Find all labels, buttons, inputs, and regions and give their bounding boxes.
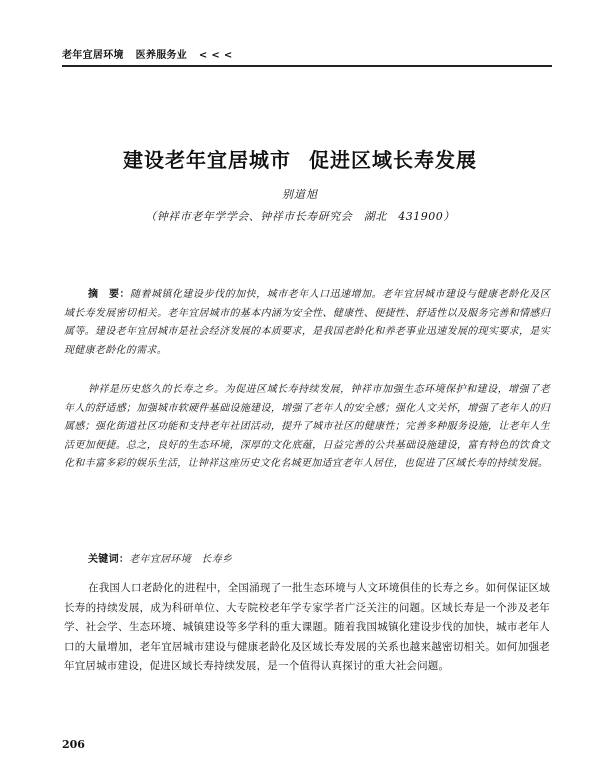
body-paragraph: 在我国人口老龄化的进程中，全国涌现了一批生态环境与人文环境俱佳的长寿之乡。如何保证区域长寿的持续发展，成为科研单位、大专院校老年学专家学者广泛关注的问题。区域长寿是一个涉及老年学、社会学、生态环境、城镇建设等多学科的重大课题。随着我国城镇化建设步伐的加快，城市老年人口的大量增加，老年宜居城市建设与健康老龄化及区域长寿发展的关系也越来越密切相关。如何加强老年宜居城市建设，促进区域长寿持续发展，是一个值得认真探讨的重大社会问题。 (64, 582, 550, 672)
author-affiliation: （钟祥市老年学学会、钟祥市长寿研究会 湖北 431900） (145, 210, 455, 223)
keywords-label: 关键词： (88, 554, 130, 565)
abstract-text-2: 钟祥是历史悠久的长寿之乡。为促进区域长寿持续发展，钟祥市加强生态环境保护和建设，增强了老年人的舒适感；加强城市软硬件基础设施建设，增强了老年人的安全感；强化人文关怀，增强了老年人的归属感；强化街道社区功能和支持老年社团活动，提升了城市社区的健康性；完善多种服务设施，让老年人生活更加便捷。总之，良好的生态环境，深厚的文化底蕴，日益完善的公共基础设施建设，富有特色的饮食文化和丰富多彩的娱乐生活，让钟祥这座历史文化名城更加适宜老年人居住，也促进了区域长寿的持续发展。 (64, 384, 550, 469)
abstract-text: 随着城镇化建设步伐的加快，城市老年人口迅速增加。老年宜居城市建设与健康老龄化及区域长寿发展密切相关。老年宜居城市的基本内涵为安全性、健康性、便捷性、舒适性以及服务完善和情感归属等。建设老年宜居城市是社会经济发展的本质要求，是我国老龄化和养老事业迅速发展的现实要求，是实现健康老龄化的需求。 (64, 289, 551, 356)
title-part2: 促进区域长寿发展 (309, 148, 477, 172)
running-header (62, 46, 241, 61)
keywords-text: 老年宜居环境 长寿乡 (129, 554, 233, 565)
page-number: 206 (62, 738, 85, 751)
abstract-paragraph (64, 286, 550, 360)
abstract-paragraph-2 (64, 381, 550, 474)
author-name: 别道旭 (282, 188, 318, 201)
title-part1: 建设老年宜居城市 (123, 148, 291, 172)
abstract-label: 摘 要： (88, 289, 131, 300)
header-marker: < < < (198, 50, 233, 61)
header-rule (62, 65, 552, 67)
header-subsection: 医养服务业 (135, 50, 188, 61)
keywords (64, 551, 550, 570)
article-title (0, 144, 600, 173)
header-section: 老年宜居环境 (62, 50, 124, 61)
